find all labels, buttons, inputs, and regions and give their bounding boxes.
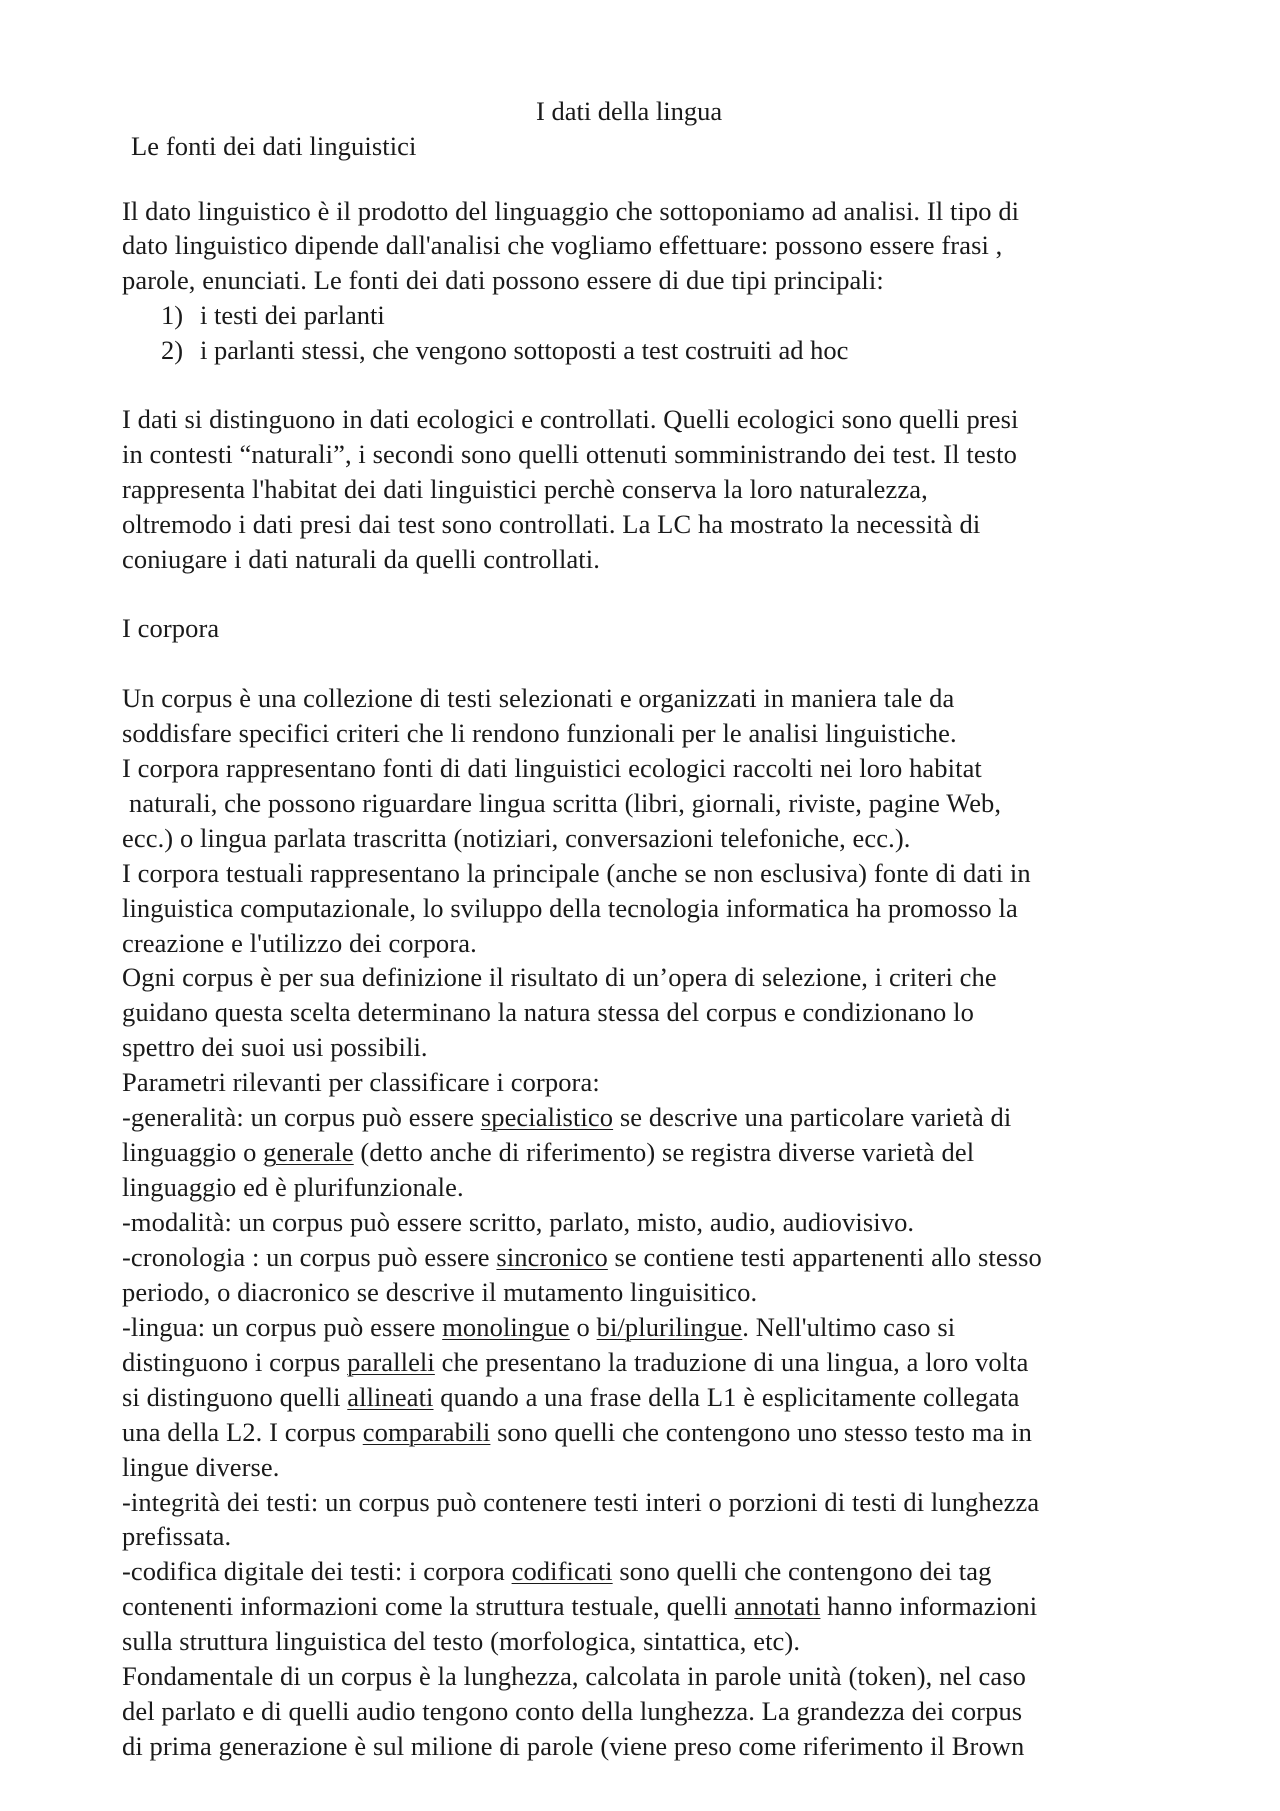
title-text: I dati della lingua bbox=[536, 96, 723, 126]
param-codifica-line-3: sulla struttura linguistica del testo (morfologica, sintattica, etc). bbox=[122, 1626, 801, 1656]
corpora-line-4: naturali, che possono riguardare lingua scritta (libri, giornali, riviste, pagine Web, bbox=[129, 788, 1002, 818]
underlined-term: specialistico bbox=[480, 1102, 614, 1132]
corpora-line-6: I corpora testuali rappresentano la principale (anche se non esclusiva) fonte di dati in bbox=[122, 858, 1031, 888]
underlined-term: codificati bbox=[511, 1556, 613, 1586]
param-codifica-line-2 bbox=[122, 1589, 1037, 1624]
closing-line-2: del parlato e di quelli audio tengono conto della lunghezza. La grandezza dei corpus bbox=[122, 1696, 1023, 1726]
intro-line-3: parole, enunciati. Le fonti dei dati possono essere di due tipi principali: bbox=[122, 265, 884, 295]
section-heading-corpora: I corpora bbox=[122, 613, 220, 643]
list-text: i testi dei parlanti bbox=[200, 300, 385, 330]
param-text: si distinguono quelli bbox=[122, 1382, 348, 1412]
param-text: -generalità: un corpus può essere bbox=[122, 1102, 481, 1132]
data-line-5: coniugare i dati naturali da quelli controllati. bbox=[122, 544, 600, 574]
underlined-term: monolingue bbox=[442, 1312, 570, 1342]
param-text: quando a una frase della L1 è esplicitamente collegata bbox=[433, 1382, 1020, 1412]
param-text: che presentano la traduzione di una lingua, a loro volta bbox=[434, 1347, 1029, 1377]
corpora-line-11: spettro dei suoi usi possibili. bbox=[122, 1032, 428, 1062]
list-text: i parlanti stessi, che vengono sottoposti a test costruiti ad hoc bbox=[200, 335, 849, 365]
list-number: 2) bbox=[161, 335, 184, 365]
underlined-term: allineati bbox=[347, 1382, 434, 1412]
corpora-line-2: soddisfare specifici criteri che li rendono funzionali per le analisi linguistiche. bbox=[122, 718, 957, 748]
intro-line-2: dato linguistico dipende dall'analisi che vogliamo effettuare: possono essere frasi , bbox=[122, 230, 1003, 260]
param-text: (detto anche di riferimento) se registra diverse varietà del bbox=[353, 1137, 975, 1167]
param-text: una della L2. I corpus bbox=[122, 1417, 363, 1447]
section-heading-fonti: Le fonti dei dati linguistici bbox=[131, 131, 417, 161]
corpora-line-10: guidano questa scelta determinano la natura stessa del corpus e condizionano lo bbox=[122, 997, 974, 1027]
list-number: 1) bbox=[161, 300, 184, 330]
param-cronologia-line-1 bbox=[122, 1240, 1042, 1275]
param-lingua-line-3 bbox=[122, 1380, 1020, 1415]
param-text: . Nell'ultimo caso si bbox=[742, 1312, 956, 1342]
param-text: sono quelli che contengono dei tag bbox=[612, 1556, 992, 1586]
intro-line-1: Il dato linguistico è il prodotto del linguaggio che sottoponiamo ad analisi. Il tipo di bbox=[122, 196, 1020, 226]
param-text: linguaggio o bbox=[122, 1137, 264, 1167]
corpora-line-8: creazione e l'utilizzo dei corpora. bbox=[122, 928, 477, 958]
data-line-3: rappresenta l'habitat dei dati linguistici perchè conserva la loro naturalezza, bbox=[122, 474, 928, 504]
corpora-line-1: Un corpus è una collezione di testi selezionati e organizzati in maniera tale da bbox=[122, 683, 955, 713]
param-text: sono quelli che contengono uno stesso testo ma in bbox=[490, 1417, 1032, 1447]
param-text: distinguono i corpus bbox=[122, 1347, 348, 1377]
param-text: contenenti informazioni come la struttura testuale, quelli bbox=[122, 1591, 735, 1621]
param-cronologia-line-2: periodo, o diacronico se descrive il mutamento linguisitico. bbox=[122, 1277, 758, 1307]
underlined-term: annotati bbox=[734, 1591, 821, 1621]
corpora-line-9: Ogni corpus è per sua definizione il risultato di un’opera di selezione, i criteri che bbox=[122, 962, 997, 992]
param-lingua-line-1 bbox=[122, 1310, 955, 1345]
underlined-term: sincronico bbox=[496, 1242, 608, 1272]
param-text: -cronologia : un corpus può essere bbox=[122, 1242, 497, 1272]
param-generalita-line-3: linguaggio ed è plurifunzionale. bbox=[122, 1172, 464, 1202]
data-line-2: in contesti “naturali”, i secondi sono quelli ottenuti somministrando dei test. Il testo bbox=[122, 439, 1017, 469]
param-text: -lingua: un corpus può essere bbox=[122, 1312, 443, 1342]
underlined-term: paralleli bbox=[347, 1347, 435, 1377]
param-text: hanno informazioni bbox=[820, 1591, 1038, 1621]
corpora-line-5: ecc.) o lingua parlata trascritta (notiziari, conversazioni telefoniche, ecc.). bbox=[122, 823, 911, 853]
param-modalita: -modalità: un corpus può essere scritto, parlato, misto, audio, audiovisivo. bbox=[122, 1207, 915, 1237]
param-text: o bbox=[569, 1312, 597, 1342]
param-integrita-line-2: prefissata. bbox=[122, 1521, 232, 1551]
param-lingua-line-5: lingue diverse. bbox=[122, 1452, 280, 1482]
param-text: se contiene testi appartenenti allo stesso bbox=[607, 1242, 1042, 1272]
param-text: se descrive una particolare varietà di bbox=[613, 1102, 1012, 1132]
param-integrita-line-1: -integrità dei testi: un corpus può contenere testi interi o porzioni di testi di lunghezza bbox=[122, 1487, 1040, 1517]
data-line-1: I dati si distinguono in dati ecologici e controllati. Quelli ecologici sono quelli presi bbox=[122, 404, 1019, 434]
closing-line-1: Fondamentale di un corpus è la lunghezza, calcolata in parole unità (token), nel caso bbox=[122, 1661, 1026, 1691]
param-generalita-line-2 bbox=[122, 1135, 974, 1170]
corpora-line-12: Parametri rilevanti per classificare i corpora: bbox=[122, 1067, 600, 1097]
param-codifica-line-1 bbox=[122, 1554, 991, 1589]
param-lingua-line-4 bbox=[122, 1415, 1032, 1450]
param-text: -codifica digitale dei testi: i corpora bbox=[122, 1556, 512, 1586]
closing-line-3: di prima generazione è sul milione di parole (viene preso come riferimento il Brown bbox=[122, 1731, 1025, 1761]
underlined-term: comparabili bbox=[362, 1417, 491, 1447]
param-generalita-line-1 bbox=[122, 1100, 1011, 1135]
underlined-term: bi/plurilingue bbox=[596, 1312, 743, 1342]
underlined-term: generale bbox=[263, 1137, 354, 1167]
corpora-line-7: linguistica computazionale, lo sviluppo della tecnologia informatica ha promosso la bbox=[122, 893, 1018, 923]
corpora-line-3: I corpora rappresentano fonti di dati linguistici ecologici raccolti nei loro habitat bbox=[122, 753, 982, 783]
data-line-4: oltremodo i dati presi dai test sono controllati. La LC ha mostrato la necessità di bbox=[122, 509, 981, 539]
param-lingua-line-2 bbox=[122, 1345, 1029, 1380]
